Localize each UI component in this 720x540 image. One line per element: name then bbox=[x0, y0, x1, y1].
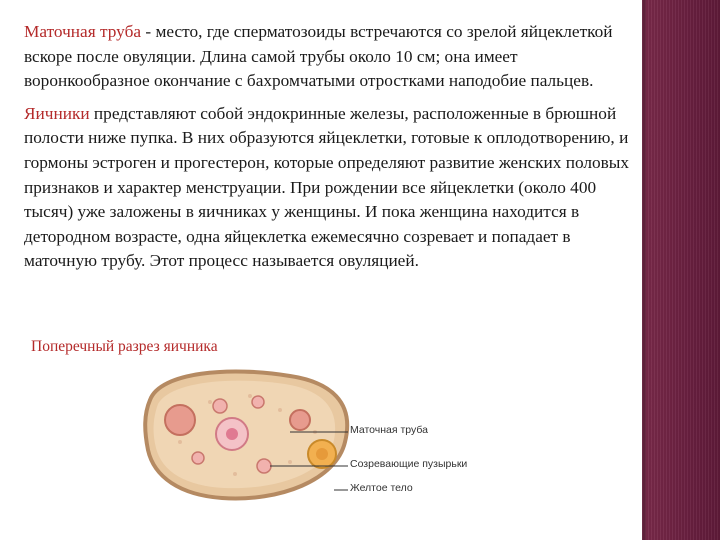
figure-caption: Поперечный разрез яичника bbox=[31, 338, 218, 355]
ovary-cross-section-figure bbox=[140, 362, 500, 512]
paragraph-1-body: - место, где сперматозоиды встречаются со зрелой яйцеклеткой вскоре после овуляции. Длина самой трубы около 10 см; она имеет воронкообразное окончание с бахромчатыми отростками наподобие пальцев. bbox=[24, 22, 613, 91]
paragraph-2-body: представляют собой эндокринные железы, расположенные в брюшной полости ниже пупка. В них образуются яйцеклетки, готовые к оплодотворению, и гормоны эстроген и прогестерон, которые определяют развитие женских половых признаков и характер менструации. При рождении все яйцеклетки (около 400 тысяч) уже заложены в яичниках у женщины. И пока женщина находится в детородном возрасте, одна яйцеклетка ежемесячно созревает и попадает в маточную трубу. Этот процесс называется овуляцией. bbox=[24, 103, 630, 271]
ovary-illustration bbox=[140, 362, 500, 512]
paragraph-ovaries bbox=[24, 102, 636, 274]
term-fallopian-tube: Маточная труба bbox=[24, 22, 142, 41]
side-band-edge bbox=[642, 0, 646, 540]
label-fallopian-tube: Маточная труба bbox=[350, 424, 428, 436]
slide-content bbox=[24, 20, 636, 274]
label-corpus-luteum: Желтое тело bbox=[350, 482, 413, 494]
label-maturing-follicles: Созревающие пузырьки bbox=[350, 458, 468, 470]
decorative-side-band bbox=[642, 0, 720, 540]
paragraph-fallopian-tube bbox=[24, 20, 636, 94]
term-ovaries: Яичники bbox=[24, 103, 90, 123]
